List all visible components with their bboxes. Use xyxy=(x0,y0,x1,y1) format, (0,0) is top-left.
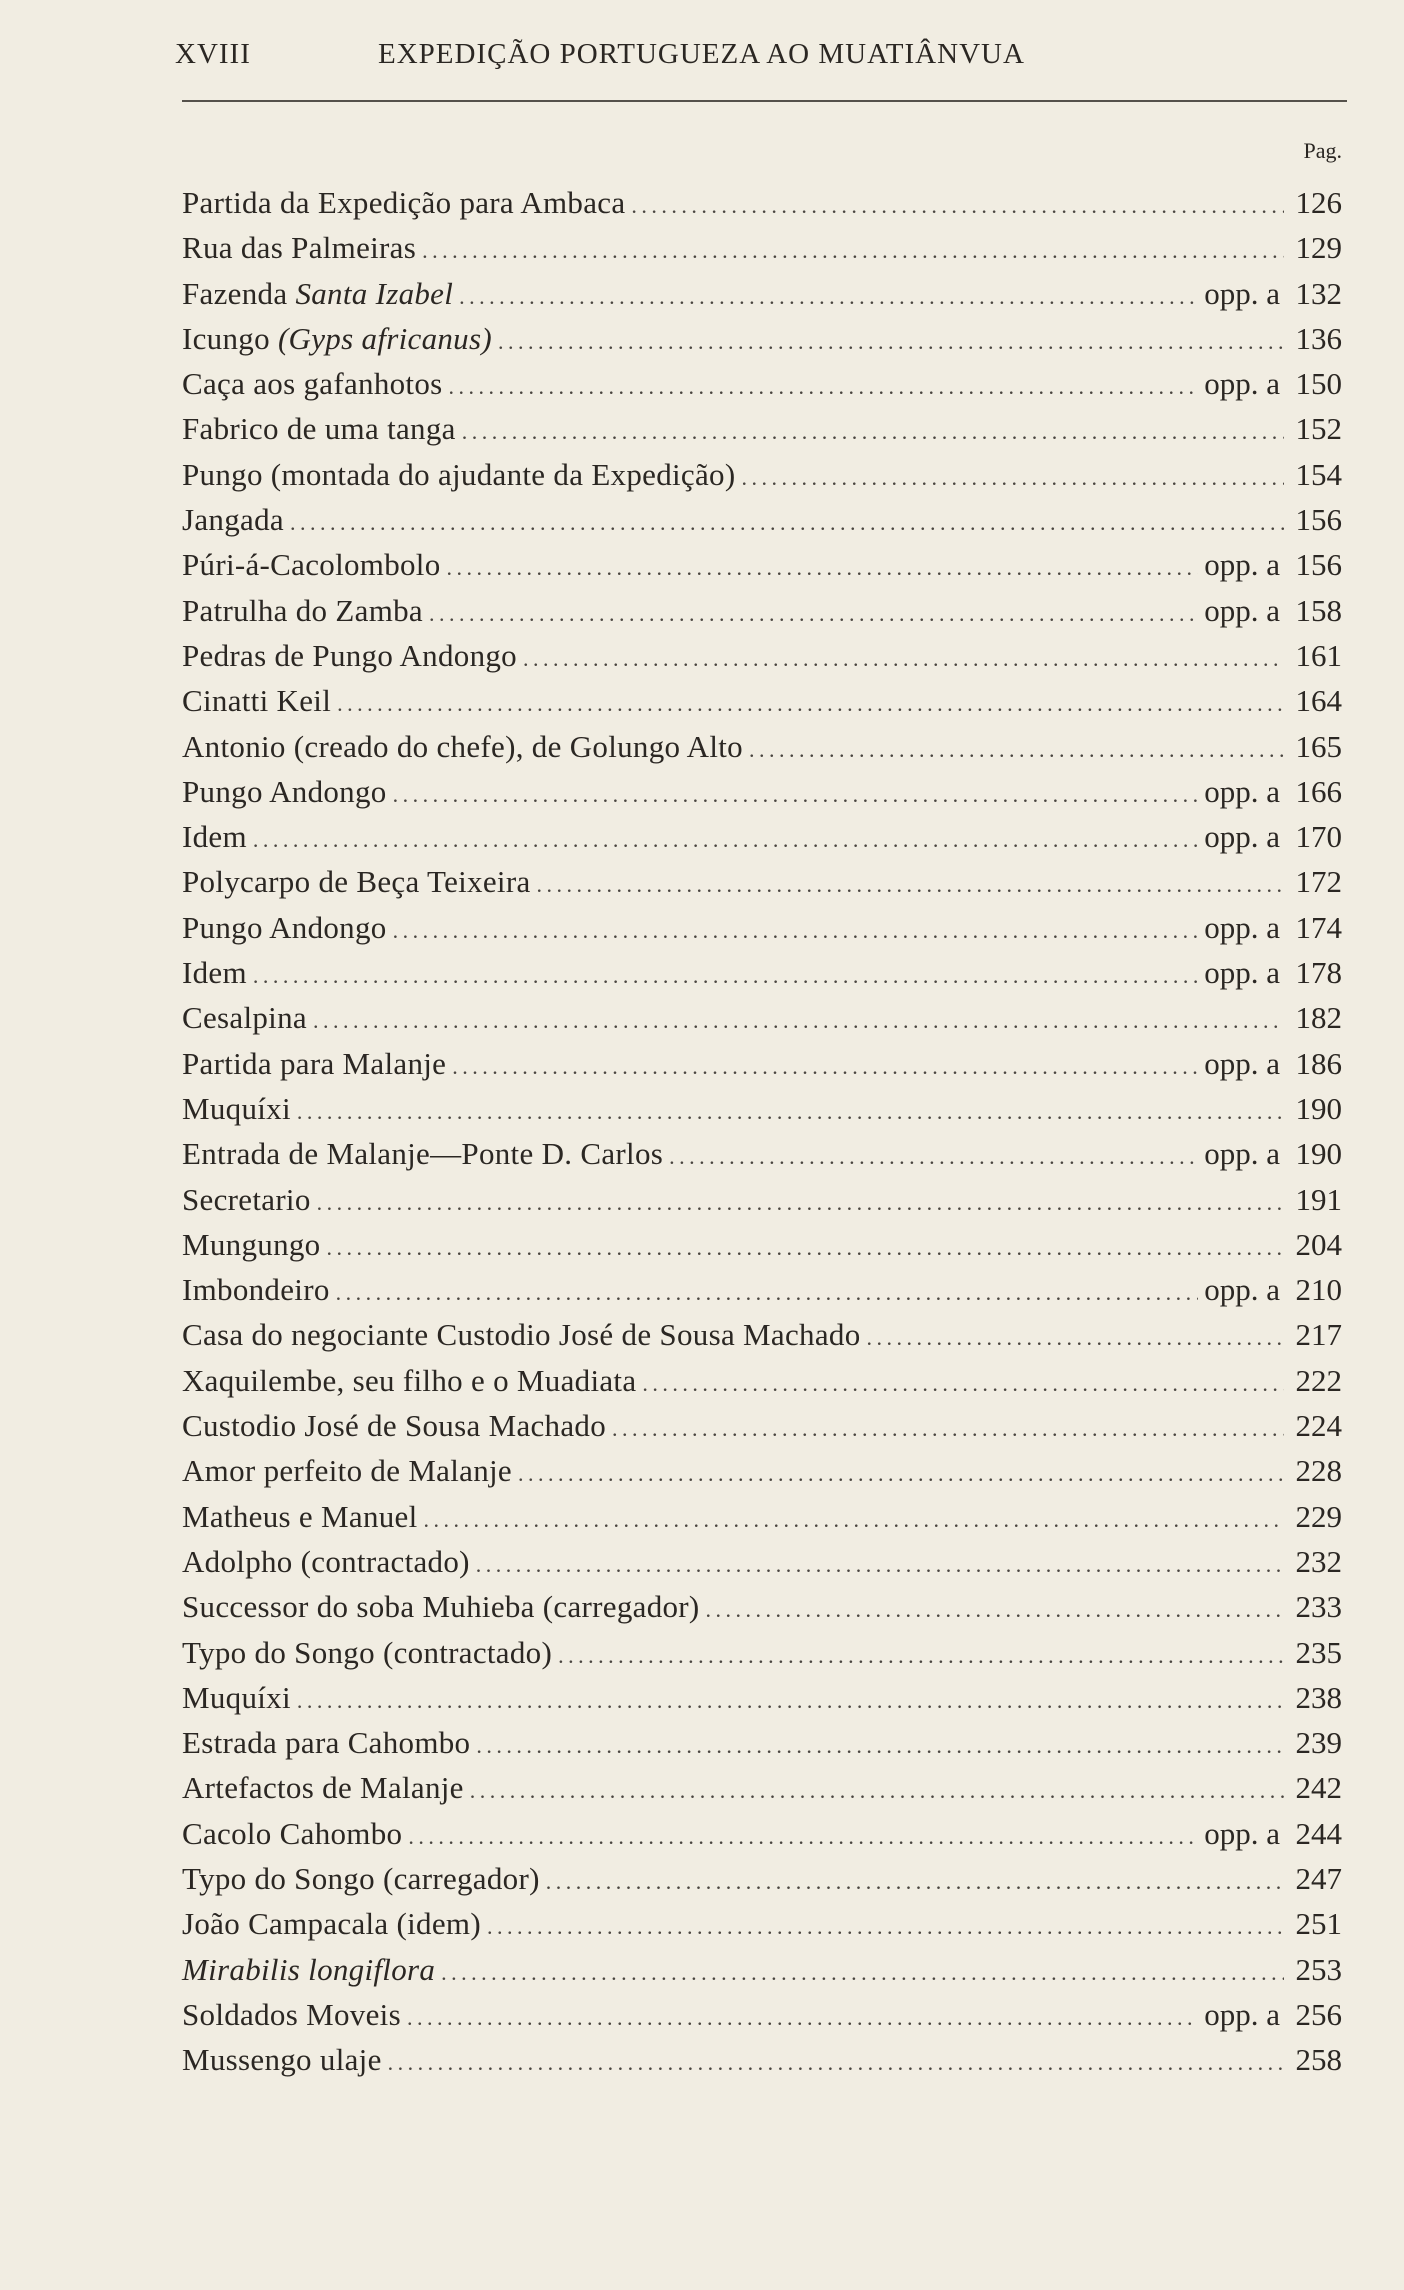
entry-title-text: Antonio (creado do chefe), de Golungo Alto xyxy=(182,728,743,764)
dot-leader xyxy=(290,500,1284,545)
entry-page-number: 156 xyxy=(1295,502,1342,538)
entry-opposite: opp. a xyxy=(1204,547,1280,583)
entry-title xyxy=(182,1811,402,1856)
dot-leader xyxy=(459,274,1198,319)
toc-entry xyxy=(182,905,1342,950)
dot-leader xyxy=(393,908,1199,953)
entry-title xyxy=(182,1720,470,1765)
toc-entry xyxy=(182,1131,1342,1176)
dot-leader xyxy=(537,862,1285,907)
dot-leader xyxy=(326,1225,1284,1270)
entry-opposite: opp. a xyxy=(1204,592,1280,628)
entry-title-text: Cinatti Keil xyxy=(182,683,332,719)
entry-page-number: 210 xyxy=(1295,1272,1342,1308)
entry-title xyxy=(182,769,387,814)
entry-title-text: Custodio José de Sousa Machado xyxy=(182,1408,607,1444)
entry-title xyxy=(182,316,492,361)
dot-leader xyxy=(462,409,1284,454)
entry-page-number: 174 xyxy=(1295,909,1342,945)
entry-page-number: 204 xyxy=(1295,1226,1342,1262)
dot-leader xyxy=(452,1044,1198,1089)
entry-title xyxy=(182,1222,320,1267)
entry-title-text: Soldados Moveis xyxy=(182,1996,401,2032)
entry-title-text: Pungo (montada do ajudante da Expedição) xyxy=(182,456,736,492)
entry-title xyxy=(182,1584,700,1629)
entry-title xyxy=(182,1765,464,1810)
entry-title-text: Muquíxi xyxy=(182,1679,291,1715)
entry-title-text: Xaquilembe, seu filho e o Muadiata xyxy=(182,1362,637,1398)
entry-opposite: opp. a xyxy=(1204,366,1280,402)
dot-leader xyxy=(388,2040,1284,2085)
entry-opposite: opp. a xyxy=(1204,819,1280,855)
entry-title-text: Partida para Malanje xyxy=(182,1045,447,1081)
entry-title xyxy=(182,1267,330,1312)
entry-title-italic: (Gyps africanus) xyxy=(277,320,492,356)
entry-page-number: 222 xyxy=(1295,1362,1342,1398)
entry-title xyxy=(182,225,416,270)
entry-opposite: opp. a xyxy=(1204,1136,1280,1172)
toc-entry xyxy=(182,225,1342,270)
running-title: EXPEDIÇÃO PORTUGUEZA AO MUATIÂNVUA xyxy=(378,38,1025,70)
toc-entry xyxy=(182,1992,1342,2037)
entry-title xyxy=(182,633,517,678)
entry-opposite: opp. a xyxy=(1204,1815,1280,1851)
dot-leader xyxy=(449,364,1199,409)
dot-leader xyxy=(518,1451,1284,1496)
entry-page-number: 136 xyxy=(1295,320,1342,356)
entry-page-number: 233 xyxy=(1295,1589,1342,1625)
entry-title-text: Muquíxi xyxy=(182,1090,291,1126)
entry-title xyxy=(182,1539,470,1584)
entry-page-number: 229 xyxy=(1295,1498,1342,1534)
toc-entry xyxy=(182,1267,1342,1312)
toc-entry xyxy=(182,1584,1342,1629)
dot-leader xyxy=(337,681,1284,726)
entry-title xyxy=(182,1358,636,1403)
entry-title xyxy=(182,180,625,225)
entry-title-text: Rua das Palmeiras xyxy=(182,230,417,266)
entry-page-number: 251 xyxy=(1295,1906,1342,1942)
entry-title-text: Cesalpina xyxy=(182,1000,307,1036)
entry-title xyxy=(182,678,331,723)
entry-page-number: 228 xyxy=(1295,1453,1342,1489)
entry-title-text: Icungo xyxy=(182,320,278,356)
entry-title xyxy=(182,1947,435,1992)
entry-page-number: 161 xyxy=(1295,637,1342,673)
entry-title-text: Typo do Songo (carregador) xyxy=(182,1860,540,1896)
entry-opposite: opp. a xyxy=(1204,1045,1280,1081)
dot-leader xyxy=(523,636,1284,681)
entry-title xyxy=(182,1856,540,1901)
dot-leader xyxy=(612,1406,1284,1451)
entry-title-text: Imbondeiro xyxy=(182,1272,330,1308)
entry-title xyxy=(182,724,743,769)
dot-leader xyxy=(558,1633,1284,1678)
entry-page-number: 154 xyxy=(1295,456,1342,492)
entry-title-text: Fabrico de uma tanga xyxy=(182,411,456,447)
entry-title xyxy=(182,497,284,542)
entry-title-text: Fazenda xyxy=(182,275,296,311)
toc-entry xyxy=(182,1086,1342,1131)
entry-title xyxy=(182,1403,606,1448)
toc-entry xyxy=(182,1448,1342,1493)
toc-entry xyxy=(182,406,1342,451)
entry-title-text: Artefactos de Malanje xyxy=(182,1770,464,1806)
dot-leader xyxy=(669,1134,1198,1179)
entry-page-number: 166 xyxy=(1295,773,1342,809)
dot-leader xyxy=(741,455,1284,500)
toc-entry xyxy=(182,1720,1342,1765)
dot-leader xyxy=(297,1089,1284,1134)
entry-title xyxy=(182,271,453,316)
dot-leader xyxy=(408,1814,1198,1859)
entry-title xyxy=(182,1992,401,2037)
entry-title-text: Pungo Andongo xyxy=(182,909,387,945)
dot-leader xyxy=(253,953,1198,998)
toc-entry xyxy=(182,1177,1342,1222)
entry-title-text: Caça aos gafanhotos xyxy=(182,366,443,402)
entry-title xyxy=(182,1494,418,1539)
entry-title-text: Casa do negociante Custodio José de Sousa Machado xyxy=(182,1317,861,1353)
dot-leader xyxy=(297,1678,1284,1723)
toc-entry xyxy=(182,1494,1342,1539)
toc-entry xyxy=(182,1675,1342,1720)
dot-leader xyxy=(476,1723,1284,1768)
entry-title-italic: Santa Izabel xyxy=(295,275,454,311)
entry-title xyxy=(182,1901,481,1946)
entry-page-number: 238 xyxy=(1295,1679,1342,1715)
entry-title xyxy=(182,814,247,859)
entry-title xyxy=(182,542,441,587)
entry-page-number: 150 xyxy=(1295,366,1342,402)
entry-title-italic: Mirabilis longiflora xyxy=(182,1951,436,1987)
dot-leader xyxy=(476,1542,1284,1587)
toc-entry xyxy=(182,1403,1342,1448)
dot-leader xyxy=(336,1270,1199,1315)
entry-opposite: opp. a xyxy=(1204,773,1280,809)
entry-page-number: 158 xyxy=(1295,592,1342,628)
toc-entry xyxy=(182,678,1342,723)
entry-title-text: Pungo Andongo xyxy=(182,773,387,809)
entry-title-text: Pedras de Pungo Andongo xyxy=(182,637,517,673)
entry-title-text: Mussengo ulaje xyxy=(182,2042,382,2078)
toc-entry xyxy=(182,2037,1342,2082)
entry-opposite: opp. a xyxy=(1204,275,1280,311)
toc-entry xyxy=(182,271,1342,316)
entry-opposite: opp. a xyxy=(1204,1996,1280,2032)
toc-entry xyxy=(182,1630,1342,1675)
entry-page-number: 126 xyxy=(1295,185,1342,220)
toc-entry xyxy=(182,1765,1342,1810)
entry-page-number: 182 xyxy=(1295,1000,1342,1036)
entry-page-number: 164 xyxy=(1295,683,1342,719)
entry-title-text: Jangada xyxy=(182,502,284,538)
toc-entry xyxy=(182,588,1342,633)
dot-leader xyxy=(424,1497,1284,1542)
toc-entry xyxy=(182,950,1342,995)
entry-opposite: opp. a xyxy=(1204,1272,1280,1308)
entry-title xyxy=(182,1675,291,1720)
toc-entry xyxy=(182,1811,1342,1856)
entry-title xyxy=(182,950,247,995)
dot-leader xyxy=(631,183,1284,228)
entry-title-text: Adolpho (contractado) xyxy=(182,1543,470,1579)
entry-title xyxy=(182,905,387,950)
entry-page-number: 165 xyxy=(1295,728,1342,764)
entry-title xyxy=(182,452,735,497)
entry-title xyxy=(182,1630,552,1675)
entry-title-text: Cacolo Cahombo xyxy=(182,1815,403,1851)
page-folio: XVIII xyxy=(175,38,251,70)
toc-entry xyxy=(182,361,1342,406)
entry-title-text: Typo do Songo (contractado) xyxy=(182,1634,553,1670)
entry-page-number: 239 xyxy=(1295,1725,1342,1761)
dot-leader xyxy=(546,1859,1284,1904)
entry-page-number: 247 xyxy=(1295,1860,1342,1896)
toc-entry xyxy=(182,316,1342,361)
dot-leader xyxy=(393,772,1199,817)
entry-title-text: Secretario xyxy=(182,1181,311,1217)
toc-entry xyxy=(182,1358,1342,1403)
toc-entry xyxy=(182,995,1342,1040)
entry-title-text: Amor perfeito de Malanje xyxy=(182,1453,512,1489)
entry-page-number: 170 xyxy=(1295,819,1342,855)
entry-page-number: 244 xyxy=(1295,1815,1342,1851)
dot-leader xyxy=(422,228,1284,273)
toc-entry xyxy=(182,1901,1342,1946)
toc-entry xyxy=(182,542,1342,587)
illustrations-list xyxy=(182,180,1342,2082)
entry-page-number: 191 xyxy=(1295,1181,1342,1217)
entry-page-number: 152 xyxy=(1295,411,1342,447)
entry-title-text: Idem xyxy=(182,955,247,991)
entry-title xyxy=(182,1177,311,1222)
entry-title-text: João Campacala (idem) xyxy=(182,1906,481,1942)
dot-leader xyxy=(470,1768,1284,1813)
entry-title-text: Partida da Expedição para Ambaca xyxy=(182,185,626,220)
entry-page-number: 172 xyxy=(1295,864,1342,900)
entry-page-number: 242 xyxy=(1295,1770,1342,1806)
toc-entry xyxy=(182,1947,1342,1992)
entry-title-text: Entrada de Malanje—Ponte D. Carlos xyxy=(182,1136,664,1172)
entry-title xyxy=(182,859,531,904)
entry-page-number: 235 xyxy=(1295,1634,1342,1670)
dot-leader xyxy=(253,817,1198,862)
entry-page-number: 186 xyxy=(1295,1045,1342,1081)
toc-entry xyxy=(182,724,1342,769)
entry-title xyxy=(182,406,456,451)
entry-page-number: 129 xyxy=(1295,230,1342,266)
toc-entry xyxy=(182,1312,1342,1357)
dot-leader xyxy=(498,319,1284,364)
entry-title xyxy=(182,1448,512,1493)
toc-entry xyxy=(182,180,1342,225)
dot-leader xyxy=(487,1904,1284,1949)
entry-title xyxy=(182,1041,446,1086)
entry-page-number: 224 xyxy=(1295,1408,1342,1444)
dot-leader xyxy=(749,727,1284,772)
entry-page-number: 190 xyxy=(1295,1090,1342,1126)
entry-title xyxy=(182,361,443,406)
toc-entry xyxy=(182,769,1342,814)
entry-page-number: 258 xyxy=(1295,2042,1342,2078)
entry-title-text: Mungungo xyxy=(182,1226,321,1262)
toc-entry xyxy=(182,452,1342,497)
toc-entry xyxy=(182,814,1342,859)
entry-page-number: 132 xyxy=(1295,275,1342,311)
entry-page-number: 253 xyxy=(1295,1951,1342,1987)
entry-opposite: opp. a xyxy=(1204,955,1280,991)
entry-page-number: 232 xyxy=(1295,1543,1342,1579)
toc-entry xyxy=(182,1222,1342,1267)
dot-leader xyxy=(642,1361,1284,1406)
entry-title-text: Patrulha do Zamba xyxy=(182,592,423,628)
entry-title xyxy=(182,1312,861,1357)
entry-title-text: Polycarpo de Beça Teixeira xyxy=(182,864,531,900)
toc-entry xyxy=(182,859,1342,904)
toc-entry xyxy=(182,1539,1342,1584)
entry-title xyxy=(182,2037,382,2082)
dot-leader xyxy=(313,998,1284,1043)
entry-title-text: Idem xyxy=(182,819,247,855)
dot-leader xyxy=(317,1180,1284,1225)
entry-page-number: 156 xyxy=(1295,547,1342,583)
entry-opposite: opp. a xyxy=(1204,909,1280,945)
dot-leader xyxy=(429,591,1198,636)
entry-title-text: Púri-á-Cacolombolo xyxy=(182,547,441,583)
entry-page-number: 217 xyxy=(1295,1317,1342,1353)
entry-title xyxy=(182,588,423,633)
toc-entry xyxy=(182,497,1342,542)
dot-leader xyxy=(867,1315,1285,1360)
entry-title xyxy=(182,1131,663,1176)
entry-page-number: 190 xyxy=(1295,1136,1342,1172)
toc-entry xyxy=(182,1856,1342,1901)
page-column-label: Pag. xyxy=(1303,138,1342,163)
entry-title-text: Estrada para Cahombo xyxy=(182,1725,471,1761)
entry-page-number: 256 xyxy=(1295,1996,1342,2032)
header-rule xyxy=(182,100,1347,102)
entry-title-text: Matheus e Manuel xyxy=(182,1498,418,1534)
toc-entry xyxy=(182,633,1342,678)
entry-title xyxy=(182,1086,291,1131)
dot-leader xyxy=(447,545,1199,590)
dot-leader xyxy=(441,1950,1284,1995)
toc-entry xyxy=(182,1041,1342,1086)
entry-title-text: Successor do soba Muhieba (carregador) xyxy=(182,1589,700,1625)
page-header xyxy=(175,38,1345,78)
dot-leader xyxy=(706,1587,1284,1632)
entry-title xyxy=(182,995,307,1040)
dot-leader xyxy=(407,1995,1198,2040)
entry-page-number: 178 xyxy=(1295,955,1342,991)
